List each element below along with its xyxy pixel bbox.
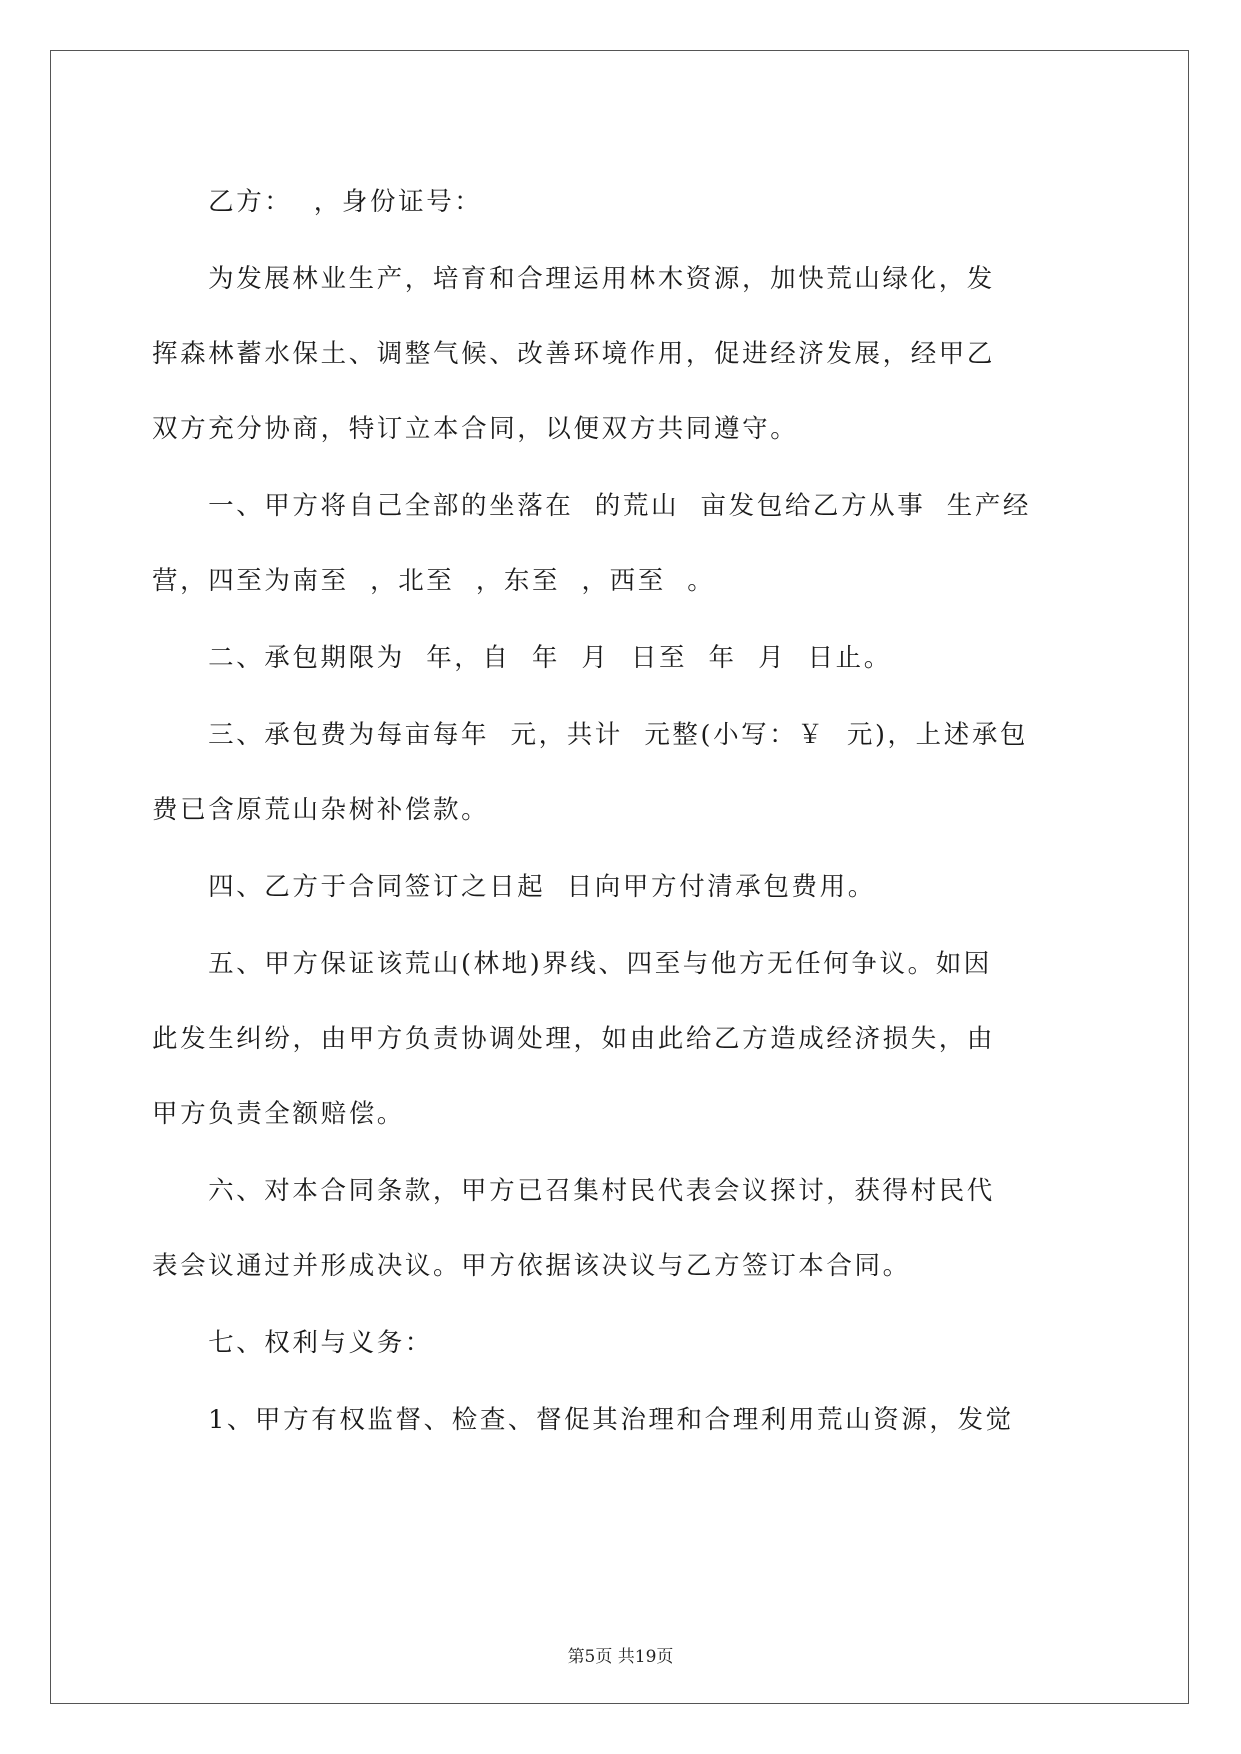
text-line: 一、甲方将自己全部的坐落在 的荒山 亩发包给乙方从事 生产经 — [208, 491, 1032, 521]
text-line: 四、乙方于合同签订之日起 日向甲方付清承包费用。 — [208, 872, 876, 902]
text-line: 七、权利与义务： — [208, 1328, 433, 1358]
text-line: 表会议通过并形成决议。甲方依据该决议与乙方签订本合同。 — [152, 1251, 911, 1281]
text-line: 六、对本合同条款，甲方已召集村民代表会议探讨，获得村民代 — [208, 1176, 995, 1206]
text-line: 1、甲方有权监督、检查、督促其治理和合理利用荒山资源，发觉 — [208, 1405, 1014, 1435]
text-line: 挥森林蓄水保土、调整气候、改善环境作用，促进经济发展，经甲乙 — [152, 339, 996, 369]
paragraph — [152, 850, 1092, 925]
paragraph — [152, 469, 1092, 619]
paragraph — [152, 927, 1092, 1152]
page-footer: 第5页 共19页 — [567, 1647, 674, 1667]
text-line: 甲方负责全额赔偿。 — [152, 1099, 405, 1129]
text-line: 为发展林业生产，培育和合理运用林木资源，加快荒山绿化，发 — [208, 264, 995, 294]
text-line: 费已含原荒山杂树补偿款。 — [152, 795, 490, 825]
text-line: 二、承包期限为 年，自 年 月 日至 年 月 日止。 — [208, 643, 892, 673]
paragraph — [152, 1383, 1092, 1458]
text-line: 营，四至为南至 ，北至 ，东至 ，西至 。 — [152, 566, 716, 596]
paragraph — [152, 1306, 1092, 1381]
document-body — [152, 165, 1092, 1460]
text-line: 双方充分协商，特订立本合同，以便双方共同遵守。 — [152, 414, 799, 444]
paragraph — [152, 242, 1092, 467]
paragraph — [152, 698, 1092, 848]
paragraph — [152, 621, 1092, 696]
paragraph — [152, 165, 1092, 240]
paragraph — [152, 1154, 1092, 1304]
text-line: 此发生纠纷，由甲方负责协调处理，如由此给乙方造成经济损失，由 — [152, 1024, 996, 1054]
text-line: 五、甲方保证该荒山(林地)界线、四至与他方无任何争议。如因 — [208, 949, 992, 979]
text-line: 乙方： ，身份证号： — [208, 187, 483, 217]
text-line: 三、承包费为每亩每年 元，共计 元整(小写：￥ 元)，上述承包 — [208, 720, 1029, 750]
